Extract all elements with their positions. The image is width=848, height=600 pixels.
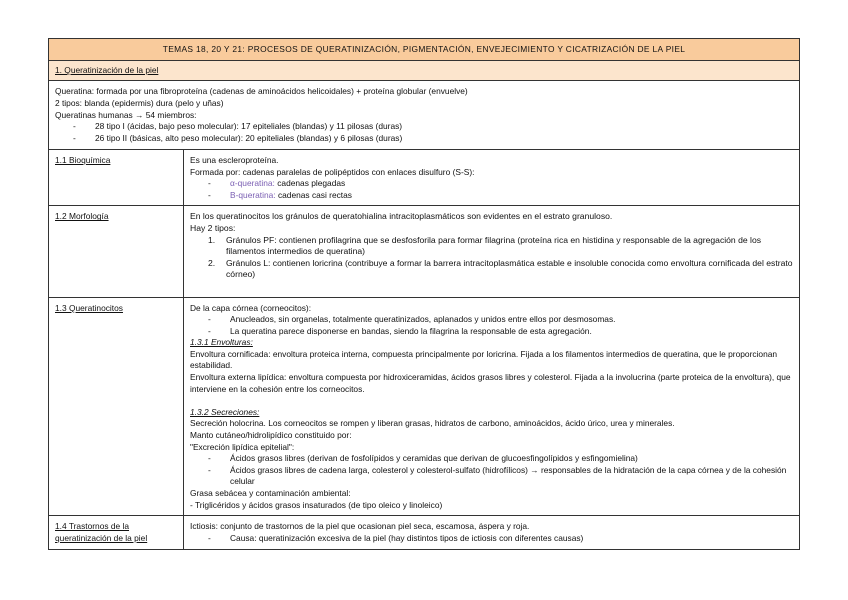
list-item-text: Anucleados, sin organelas, totalmente queratinizados, aplanados y unidos entre ellos por desmosomas. — [230, 314, 616, 325]
text-line: Es una escleroproteína. — [190, 154, 279, 165]
text-line: - Triglicéridos y ácidos grasos insaturados (de tipo oleico y linoleico) — [190, 499, 443, 510]
row-label: 1.1 Bioquímica — [55, 154, 111, 165]
section-heading — [49, 61, 799, 81]
list-item-text: cadenas plegadas — [274, 178, 346, 189]
row-label: 1.2 Morfología — [55, 211, 109, 222]
list-item: - B-queratina: cadenas casi rectas — [208, 189, 352, 200]
list-item-text: Ácidos grasos libres de cadena larga, colesterol y colesterol-sulfato (hidrofílicos) → responsables de la hidratación de la capa córnea y de la cohesión celular — [230, 464, 787, 487]
table-row-morfologia — [49, 206, 799, 297]
list-item: - Causa: queratinización excesiva de la piel (hay distintos tipos de ictiosis con diferentes causas) — [208, 532, 584, 543]
text-line: Envoltura externa lipídica: envoltura compuesta por hidroxiceramidas, ácidos grasos libres y colesterol. Fijada a la involucrina (parte proteica de la envoltura), que interviene en la cohesión entre los corneocitos. — [190, 372, 791, 394]
list-item-text: 26 tipo II (básicas, alto peso molecular): 20 epiteliales (blandas) y 6 pilosas (duras) — [95, 133, 403, 144]
list-item-text: 28 tipo I (ácidas, bajo peso molecular): 17 epiteliales (blandas) y 11 pilosas (duras) — [95, 121, 403, 132]
text-line: Envoltura cornificada: envoltura proteica interna, compuesta principalmente por loricrina. Fijada a los filamentos intermedios de queratina, que le proporcionan estabilidad. — [190, 348, 778, 371]
row-label: 1.4 Trastornos de la queratinización de la piel — [55, 521, 148, 543]
list-item: - 28 tipo I (ácidas, bajo peso molecular): 17 epiteliales (blandas) y 11 pilosas (duras) — [73, 121, 403, 132]
table-row-trastornos — [49, 516, 799, 549]
term: B-queratina: — [230, 189, 276, 200]
document-title: TEMAS 18, 20 Y 21: PROCESOS DE QUERATINIZACIÓN, PIGMENTACIÓN, ENVEJECIMIENTO Y CICATRIZACIÓN DE LA PIEL — [49, 39, 799, 61]
text-line: "Excreción lipídica epitelial": — [190, 441, 295, 452]
row-label: 1.3 Queratinocitos — [55, 302, 123, 313]
text-line: En los queratinocitos los gránulos de queratohialina intracitoplasmáticos son evidentes en el estrato granuloso. — [190, 211, 613, 222]
list-item-text: Causa: queratinización excesiva de la piel (hay distintos tipos de ictiosis con diferentes causas) — [230, 532, 584, 543]
list-item-text: Ácidos grasos libres (derivan de fosfolípidos y ceramidas que derivan de glucoesfingolípidos y esfingomielina) — [230, 453, 638, 464]
text-line: Grasa sebácea y contaminación ambiental: — [190, 488, 351, 499]
section-heading-text: 1. Queratinización de la piel — [55, 65, 159, 75]
list-item: - La queratina parece disponerse en bandas, siendo la filagrina la responsable de esta agregación. — [208, 325, 592, 336]
numbered-item: 2. Gránulos L: contienen loricrina (contribuye a formar la barrera intracitoplasmática estable e insoluble conocida como envoltura cornificada del estrato córneo) — [208, 257, 793, 280]
table-row-queratinocitos — [49, 298, 799, 517]
notes-table — [48, 38, 800, 550]
list-item: - Ácidos grasos libres de cadena larga, colesterol y colesterol-sulfato (hidrofílicos) → responsables de la hidratación de la capa córnea y de la cohesión celular — [208, 464, 787, 487]
table-row-bioquimica — [49, 150, 799, 206]
list-item-text: cadenas casi rectas — [275, 189, 352, 200]
list-item-text: La queratina parece disponerse en bandas, siendo la filagrina la responsable de esta agregación. — [230, 325, 592, 336]
term: α-queratina: — [230, 178, 275, 189]
intro-block — [49, 81, 799, 150]
text-line: Manto cutáneo/hidrolipídico constituido por: — [190, 430, 352, 441]
text-line: Formada por: cadenas paralelas de polipéptidos con enlaces disulfuro (S-S): — [190, 166, 475, 177]
list-item-text: Gránulos PF: contienen profilagrina que se desfosforila para formar filagrina (proteína rica en histidina y responsable de la agregación de los filamentos intermedios de queratina) — [226, 234, 762, 257]
text-line: Ictiosis: conjunto de trastornos de la piel que ocasionan piel seca, escamosa, áspera y roja. — [190, 521, 530, 532]
list-item: - α-queratina: cadenas plegadas — [208, 178, 346, 189]
numbered-item: 1. Gránulos PF: contienen profilagrina que se desfosforila para formar filagrina (proteína rica en histidina y responsable de la agregación de los filamentos intermedios de queratina) — [208, 234, 762, 257]
intro-line: 2 tipos: blanda (epidermis) dura (pelo y uñas) — [55, 97, 224, 108]
text-line: Hay 2 tipos: — [190, 222, 236, 233]
text-line: De la capa córnea (corneocitos): — [190, 302, 312, 313]
subheading: 1.3.1 Envolturas: — [190, 337, 253, 348]
intro-line: Queratina: formada por una fibroproteína (cadenas de aminoácidos helicoidales) + proteína globular (envuelve) — [55, 86, 468, 96]
text-line: Secreción holocrina. Los corneocitos se rompen y liberan grasas, hidratos de carbono, aminoácidos, ácido úrico, urea y minerales. — [190, 418, 675, 429]
list-item: - Ácidos grasos libres (derivan de fosfolípidos y ceramidas que derivan de glucoesfingolípidos y esfingomielina) — [208, 453, 638, 464]
list-item: - 26 tipo II (básicas, alto peso molecular): 20 epiteliales (blandas) y 6 pilosas (duras) — [73, 133, 403, 144]
list-item-text: Gránulos L: contienen loricrina (contribuye a formar la barrera intracitoplasmática estable e insoluble conocida como envoltura cornificada del estrato córneo) — [226, 257, 793, 280]
list-item: - Anucleados, sin organelas, totalmente queratinizados, aplanados y unidos entre ellos por desmosomas. — [208, 314, 616, 325]
subheading: 1.3.2 Secreciones: — [190, 406, 260, 417]
intro-line: Queratinas humanas → 54 miembros: — [55, 109, 197, 120]
